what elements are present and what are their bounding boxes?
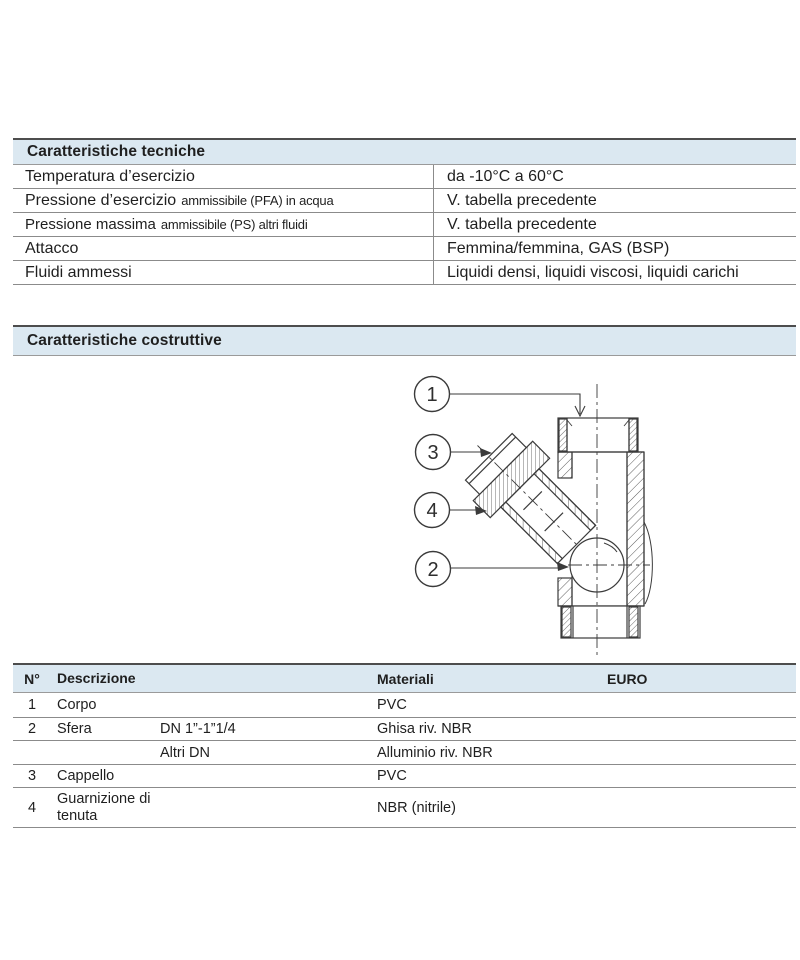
header-num: N°	[24, 670, 40, 687]
table-row	[13, 213, 796, 237]
table-row	[13, 261, 796, 285]
spec-label: Temperatura d’esercizio	[25, 167, 195, 185]
part-description: Sfera	[57, 720, 92, 737]
spec-label: Attacco	[25, 239, 79, 257]
header-material: Materiali	[377, 670, 434, 687]
spec-label: Pressione d’esercizio ammissibile (PFA) in acqua	[25, 191, 334, 209]
callout-3	[416, 435, 451, 470]
part-description: Guarnizione di tenuta	[57, 790, 151, 824]
part-number: 4	[27, 799, 37, 816]
part-description: Corpo	[57, 696, 97, 713]
callout-1	[415, 377, 450, 412]
part-material: NBR (nitrile)	[377, 799, 456, 816]
section-title-technical: Caratteristiche tecniche	[27, 143, 206, 160]
callout-number: 1	[426, 384, 438, 406]
header-description: Descrizione	[57, 670, 136, 686]
spec-value: Femmina/femmina, GAS (BSP)	[433, 237, 796, 260]
part-number: 1	[27, 697, 37, 713]
part-material: PVC	[377, 697, 407, 713]
materials-table-header	[13, 663, 796, 693]
table-row	[13, 189, 796, 213]
section-header-constructive	[13, 325, 796, 356]
spec-value: V. tabella precedente	[433, 213, 796, 236]
table-row	[13, 165, 796, 189]
part-variant: DN 1”-1”1/4	[160, 721, 236, 737]
section-title-constructive: Caratteristiche costruttive	[27, 332, 222, 349]
part-number: 3	[27, 768, 37, 784]
spec-value: V. tabella precedente	[433, 189, 796, 212]
table-row	[13, 765, 796, 788]
valve-body-outline	[448, 416, 653, 638]
part-description: Cappello	[57, 767, 115, 784]
spec-label: Fluidi ammessi	[25, 263, 132, 281]
spec-value: da -10°C a 60°C	[433, 165, 796, 188]
part-variant: Altri DN	[160, 744, 210, 761]
part-number: 2	[27, 721, 37, 737]
header-euro: EURO	[607, 670, 648, 687]
part-material: PVC	[377, 768, 407, 784]
table-row	[13, 788, 796, 828]
callout-number: 3	[427, 442, 439, 464]
callout-2	[416, 552, 451, 587]
callout-4	[415, 493, 450, 528]
callout-number: 2	[427, 559, 439, 581]
section-header-technical	[13, 138, 796, 165]
table-row	[13, 718, 796, 741]
materials-table	[13, 663, 796, 828]
part-material: Alluminio riv. NBR	[377, 744, 493, 761]
valve-technical-drawing	[383, 372, 675, 668]
callout-number: 4	[426, 500, 438, 522]
table-row	[13, 237, 796, 261]
spec-value: Liquidi densi, liquidi viscosi, liquidi carichi	[433, 261, 796, 284]
spec-label: Pressione massima ammissibile (PS) altri fluidi	[25, 216, 308, 233]
technical-characteristics-table	[13, 165, 796, 285]
table-row	[13, 741, 796, 765]
part-material: Ghisa riv. NBR	[377, 721, 472, 737]
table-row	[13, 693, 796, 718]
